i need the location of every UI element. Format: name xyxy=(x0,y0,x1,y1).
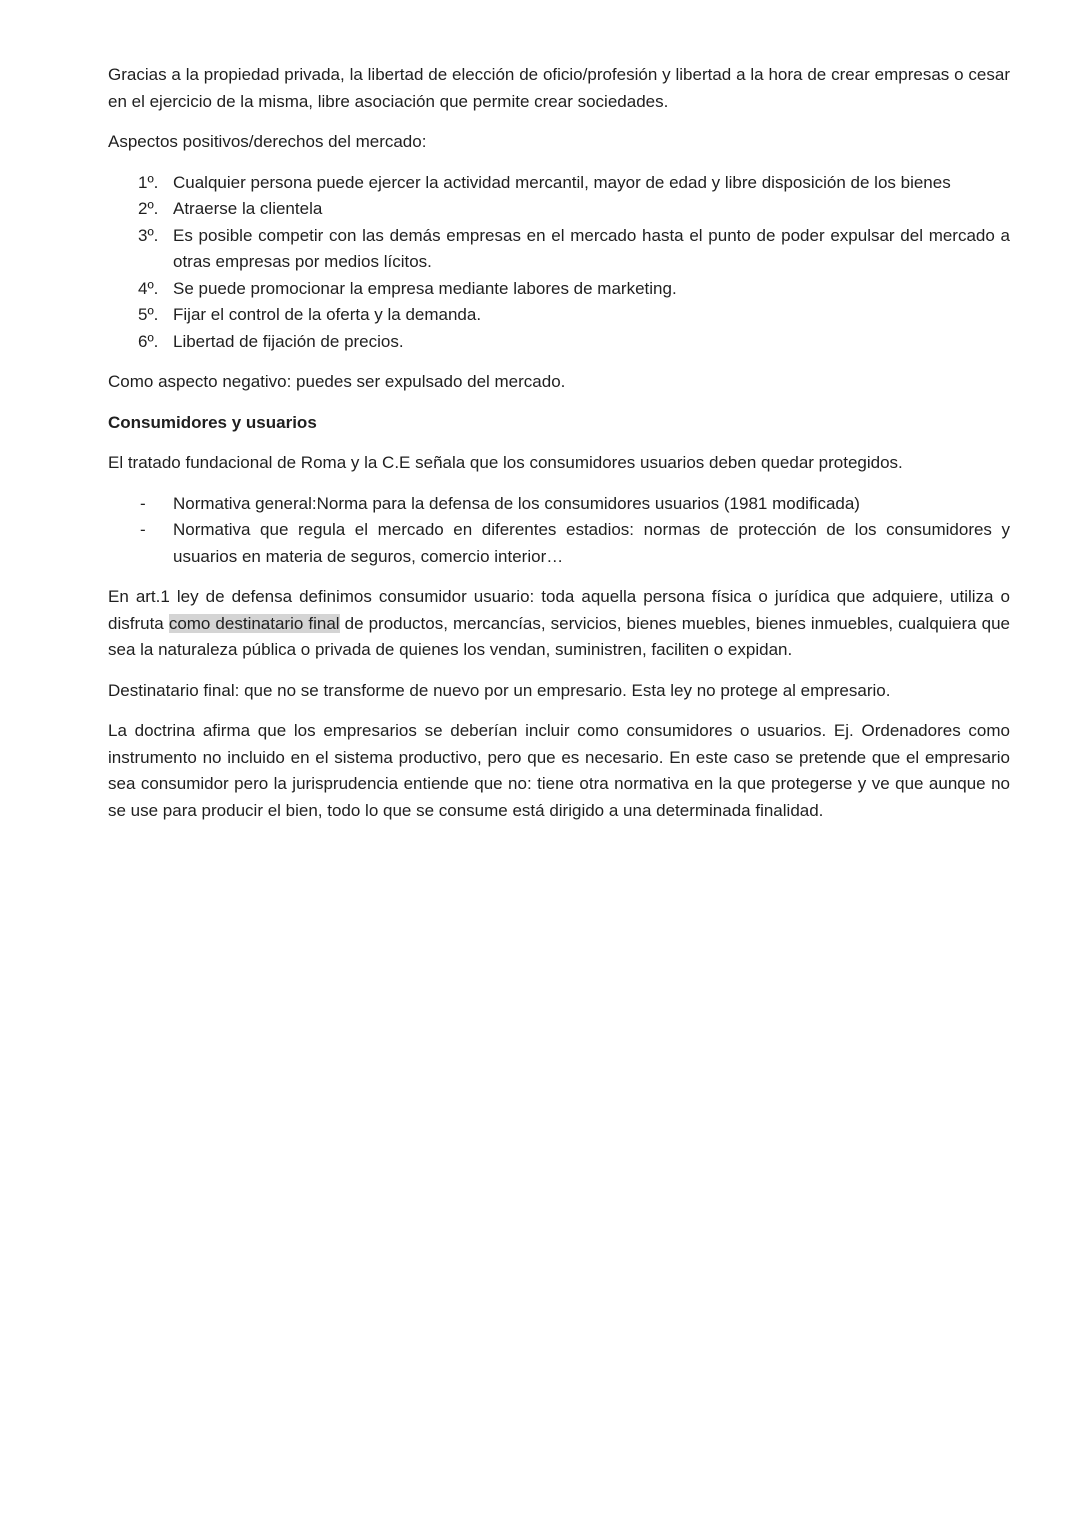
list-number: 3º. xyxy=(138,225,159,245)
list-bullet: - xyxy=(140,493,146,513)
final-recipient-paragraph: Destinatario final: que no se transforme de nuevo por un empresario. Esta ley no protege al empresario. xyxy=(108,680,891,700)
list-item xyxy=(108,223,1010,276)
positives-list xyxy=(108,170,1010,356)
list-number: 4º. xyxy=(138,278,159,298)
highlighted-phrase[interactable]: como destinatario final xyxy=(168,613,340,633)
list-item-text: Normativa que regula el mercado en diferentes estadios: normas de protección de los consumidores y usuarios en materia de seguros, comercio interior… xyxy=(173,520,1010,566)
document-page xyxy=(108,62,1010,838)
list-item-text: Fijar el control de la oferta y la demanda. xyxy=(173,305,482,324)
list-item xyxy=(108,196,1010,223)
list-item xyxy=(108,329,1010,356)
list-item xyxy=(108,276,1010,303)
treaty-paragraph: El tratado fundacional de Roma y la C.E señala que los consumidores usuarios deben quedar protegidos. xyxy=(108,453,903,472)
list-number: 1º. xyxy=(138,172,159,192)
list-item xyxy=(108,491,1010,518)
definition-paragraph xyxy=(108,584,1010,664)
negative-paragraph: Como aspecto negativo: puedes ser expulsado del mercado. xyxy=(108,372,566,391)
list-item xyxy=(108,302,1010,329)
positives-heading: Aspectos positivos/derechos del mercado: xyxy=(108,132,427,151)
list-item-text: Se puede promocionar la empresa mediante labores de marketing. xyxy=(173,278,677,298)
list-item-text: Atraerse la clientela xyxy=(173,199,323,218)
list-number: 5º. xyxy=(138,305,159,324)
list-item xyxy=(108,170,1010,197)
list-item-text: Es posible competir con las demás empresas en el mercado hasta el punto de poder expulsar del mercado a otras empresas por medios lícitos. xyxy=(173,225,1010,271)
list-item-text: Normativa general:Norma para la defensa de los consumidores usuarios (1981 modificada) xyxy=(173,493,860,513)
definition-text-after: de productos, mercancías, servicios, bienes muebles, bienes inmuebles, cualquiera que sea la naturaleza pública o privada de quienes los vendan, suministren, faciliten o expidan. xyxy=(108,613,1010,659)
list-item xyxy=(108,517,1010,570)
definition-text-before: En art.1 ley de defensa definimos consumidor usuario: toda aquella persona física o jurídica que adquiere, utiliza o disfruta xyxy=(108,587,1010,633)
section-heading: Consumidores y usuarios xyxy=(108,412,317,432)
list-bullet: - xyxy=(140,520,146,539)
norms-list xyxy=(108,491,1010,571)
intro-paragraph: Gracias a la propiedad privada, la libertad de elección de oficio/profesión y libertad a la hora de crear empresas o cesar en el ejercicio de la misma, libre asociación que permite crear sociedades. xyxy=(108,65,1010,111)
list-item-text: Cualquier persona puede ejercer la actividad mercantil, mayor de edad y libre disposición de los bienes xyxy=(173,172,951,192)
list-item-text: Libertad de fijación de precios. xyxy=(173,331,404,351)
list-number: 6º. xyxy=(138,331,159,351)
list-number: 2º. xyxy=(138,199,159,218)
doctrine-paragraph: La doctrina afirma que los empresarios se deberían incluir como consumidores o usuarios. Ej. Ordenadores como instrumento no incluido en el sistema productivo, pero que es necesario. En este caso se pretende que el empresario sea consumidor pero la jurisprudencia entiende que no: tiene otra normativa en la que protegerse y ve que aunque no se use para producir el bien, todo lo que se consume está dirigido a una determinada finalidad. xyxy=(108,721,1010,820)
